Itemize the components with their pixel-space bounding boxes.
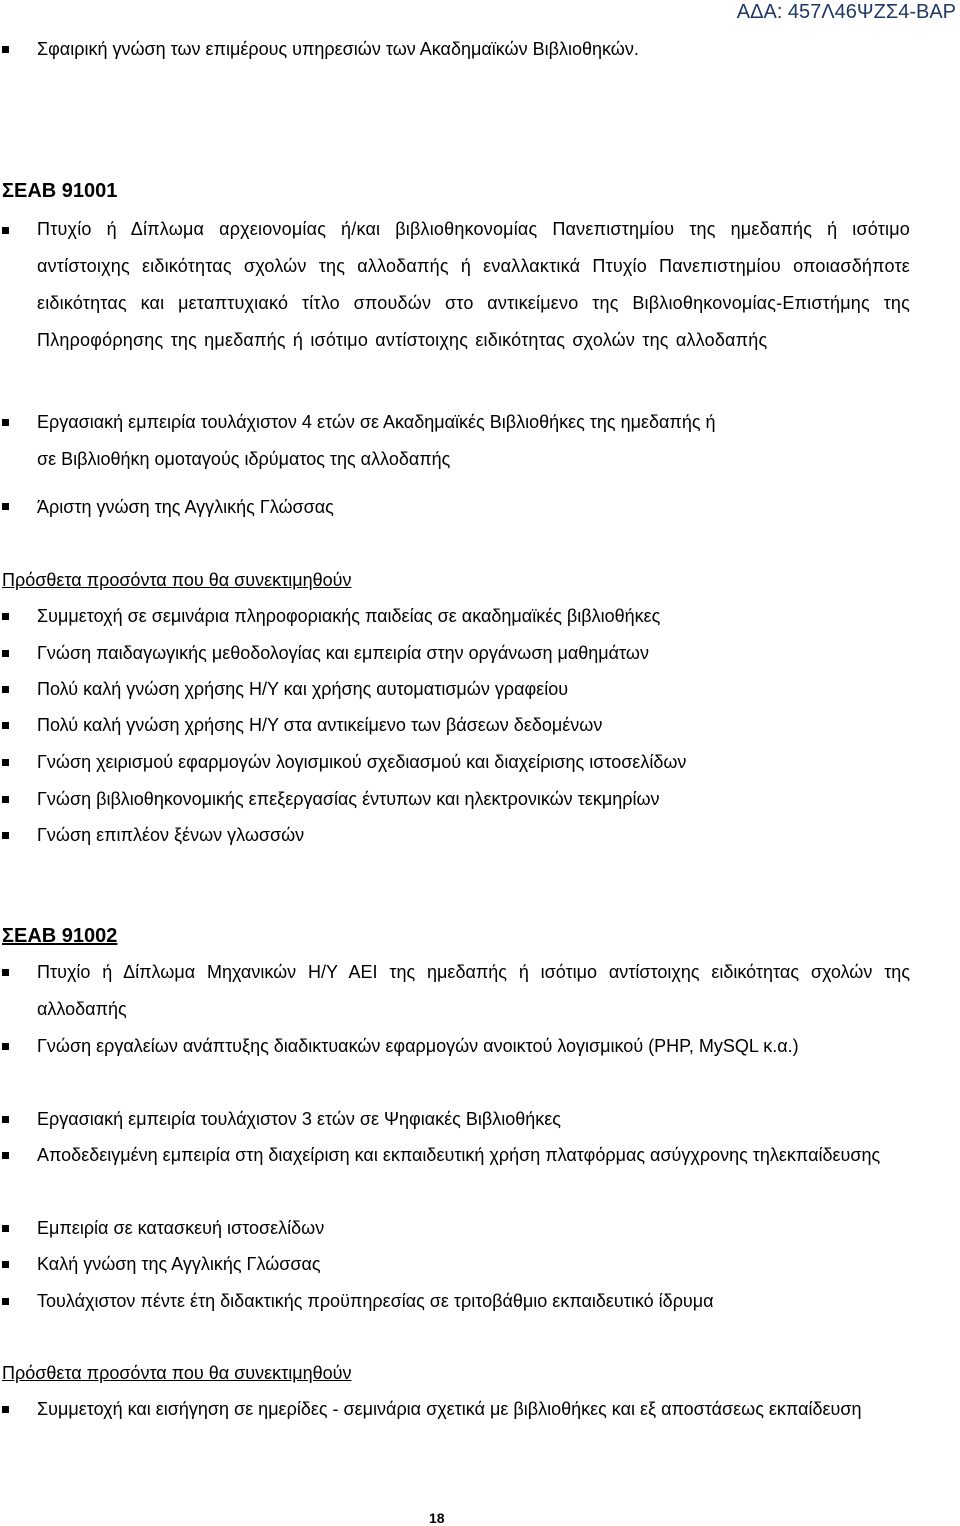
bullet-icon	[2, 1043, 9, 1050]
bullet-icon	[2, 722, 9, 729]
list-item: Γνώση χειρισμού εφαρμογών λογισμικού σχεδιασμού και διαχείρισης ιστοσελίδων	[37, 752, 687, 772]
list-item: Πολύ καλή γνώση χρήσης Η/Υ και χρήσης αυτοματισμών γραφείου	[37, 679, 569, 699]
bullet-icon	[2, 686, 9, 693]
bullet-icon	[2, 1116, 9, 1123]
list-item: Εργασιακή εμπειρία τουλάχιστον 4 ετών σε Ακαδημαϊκές Βιβλιοθήκες της ημεδαπής ή σε Βιβλιοθήκη ομοταγούς ιδρύματος της αλλοδαπής	[37, 412, 716, 469]
list-item: Συμμετοχή και εισήγηση σε ημερίδες - σεμινάρια σχετικά με βιβλιοθήκες και εξ αποστάσεως εκπαίδευση	[37, 1399, 862, 1419]
list-item: Συμμετοχή σε σεμινάρια πληροφοριακής παιδείας σε ακαδημαϊκές βιβλιοθήκες	[37, 606, 661, 626]
list-item: Σφαιρική γνώση των επιμέρους υπηρεσιών των Ακαδημαϊκών Βιβλιοθηκών.	[37, 39, 639, 59]
bullet-icon	[2, 613, 9, 620]
section-title-91001: ΣΕΑΒ 91001	[2, 180, 118, 202]
list-item: Τουλάχιστον πέντε έτη διδακτικής προϋπηρεσίας σε τριτοβάθμιο εκπαιδευτικό ίδρυμα	[37, 1291, 714, 1311]
list-item: Πτυχίο ή Δίπλωμα αρχειονομίας ή/και βιβλιοθηκονομίας Πανεπιστημίου της ημεδαπής ή ισότιμο αντίστοιχης ειδικότητας σχολών της αλλοδαπής ή εναλλακτικά Πτυχίο Πανεπιστημίου οποιασδήποτε ειδικότητας και μεταπτυχιακό τίτλο σπουδών στο αντικείμενο της Βιβλιοθηκονομίας-Επιστήμης της Πληροφόρησης της ημεδαπής ή ισότιμο αντίστοιχης ειδικότητας σχολών της αλλοδαπής	[37, 219, 910, 350]
list-item: Γνώση βιβλιοθηκονομικής επεξεργασίας έντυπων και ηλεκτρονικών τεκμηρίων	[37, 789, 660, 809]
bullet-icon	[2, 796, 9, 803]
section-title-91002: ΣΕΑΒ 91002	[2, 925, 118, 947]
bullet-icon	[2, 969, 9, 976]
list-item: Γνώση εργαλείων ανάπτυξης διαδικτυακών εφαρμογών ανοικτού λογισμικού (PHP, MySQL κ.α.)	[37, 1036, 799, 1056]
bullet-icon	[2, 227, 9, 234]
bullet-icon	[2, 503, 9, 510]
page-number: 18	[429, 1510, 445, 1526]
list-item: Πτυχίο ή Δίπλωμα Μηχανικών Η/Υ ΑΕΙ της ημεδαπής ή ισότιμο αντίστοιχης ειδικότητας σχολών της αλλοδαπής	[37, 962, 910, 1019]
list-item: Πολύ καλή γνώση χρήσης Η/Υ στα αντικείμενο των βάσεων δεδομένων	[37, 715, 603, 735]
list-item: Γνώση παιδαγωγικής μεθοδολογίας και εμπειρία στην οργάνωση μαθημάτων	[37, 643, 649, 663]
ada-code: ΑΔΑ: 457Λ46ΨΖΣ4-ΒΑΡ	[736, 1, 956, 23]
bullet-icon	[2, 419, 9, 426]
bullet-icon	[2, 1152, 9, 1159]
bullet-icon	[2, 650, 9, 657]
list-item: Εργασιακή εμπειρία τουλάχιστον 3 ετών σε Ψηφιακές Βιβλιοθήκες	[37, 1109, 561, 1129]
list-item: Καλή γνώση της Αγγλικής Γλώσσας	[37, 1254, 321, 1274]
list-item: Άριστη γνώση της Αγγλικής Γλώσσας	[37, 497, 334, 517]
bullet-icon	[2, 1406, 9, 1413]
list-item: Γνώση επιπλέον ξένων γλωσσών	[37, 825, 305, 845]
extras-title: Πρόσθετα προσόντα που θα συνεκτιμηθούν	[2, 1363, 352, 1383]
bullet-icon	[2, 759, 9, 766]
bullet-icon	[2, 1225, 9, 1232]
bullet-icon	[2, 1261, 9, 1268]
bullet-icon	[2, 1298, 9, 1305]
bullet-icon	[2, 832, 9, 839]
list-item: Εμπειρία σε κατασκευή ιστοσελίδων	[37, 1218, 325, 1238]
extras-title: Πρόσθετα προσόντα που θα συνεκτιμηθούν	[2, 570, 352, 590]
bullet-icon	[2, 46, 9, 53]
list-item: Αποδεδειγμένη εμπειρία στη διαχείριση και εκπαιδευτική χρήση πλατφόρμας ασύγχρονης τηλεκπαίδευσης	[37, 1145, 881, 1165]
